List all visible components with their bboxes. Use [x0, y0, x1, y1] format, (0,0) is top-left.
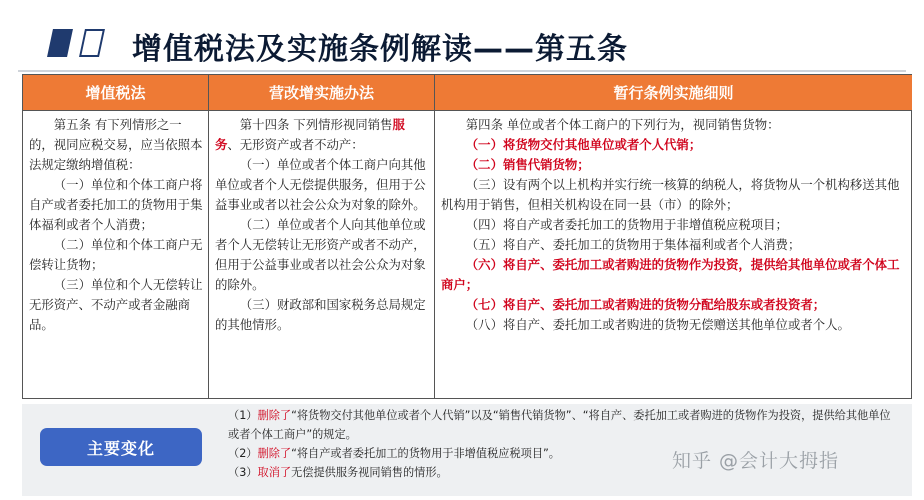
column-detailed-rules	[435, 75, 912, 398]
article-item-highlighted: （一）将货物交付其他单位或者个人代销；	[465, 137, 702, 152]
column-body	[435, 111, 912, 335]
column-reform-measures	[209, 75, 435, 398]
column-header: 暂行条例实施细则	[435, 75, 912, 111]
article-item: （三）财政部和国家税务总局规定的其他情形。	[215, 297, 426, 332]
article-item: （一）单位和个体工商户将自产或者委托加工的货物用于集体福利或者个人消费；	[29, 177, 203, 232]
column-vat-law	[23, 75, 209, 398]
main-changes-badge: 主要变化	[40, 428, 202, 466]
title-bar	[0, 0, 924, 76]
article-item: （二）单位或者个人向其他单位或者个人无偿转让无形资产或者不动产，但用于公益事业或者以社会公众为对象的除外。	[215, 217, 426, 292]
column-body	[23, 111, 208, 335]
article-item-highlighted: （七）将自产、委托加工或者购进的货物分配给股东或者投资者；	[465, 297, 826, 312]
text-span: “将货物交付其他单位或者个人代销”以及“销售代销货物”、“将自产、委托加工或者购进的货物作为投资，提供给其他单位或者个体工商户”的规定。	[228, 409, 891, 441]
article-item: （三）设有两个以上机构并实行统一核算的纳税人，将货物从一个机构移送其他机构用于销售，但相关机构设在同一县（市）的除外；	[441, 177, 900, 212]
column-body	[209, 111, 434, 335]
highlight-span: 删除了	[257, 447, 292, 460]
text-span: 第十四条 下列情形视同销售	[239, 117, 393, 132]
article-item: （二）单位和个体工商户无偿转让货物；	[29, 237, 203, 272]
article-item: （三）单位和个人无偿转让无形资产、不动产或者金融商品。	[29, 277, 203, 332]
article-item: （八）将自产、委托加工或者购进的货物无偿赠送其他单位或者个人。	[465, 317, 850, 332]
article-text: 第四条 单位或者个体工商户的下列行为，视同销售货物：	[465, 117, 780, 132]
highlight-span: 服务	[215, 117, 405, 152]
title-divider	[18, 70, 906, 72]
article-item-highlighted: （二）销售代销货物；	[465, 157, 590, 172]
filled-square-icon	[47, 29, 73, 57]
text-span: 无偿提供服务视同销售的情形。	[291, 466, 448, 479]
article-item: （五）将自产、委托加工的货物用于集体福利或者个人消费；	[465, 237, 801, 252]
highlight-span: 取消了	[257, 466, 292, 479]
article-text: 第五条 有下列情形之一的，视同应税交易，应当依照本法规定缴纳增值税：	[29, 117, 203, 172]
text-span: 、无形资产或者不动产：	[227, 137, 364, 152]
outline-square-icon	[79, 29, 105, 57]
change-item	[228, 406, 898, 444]
text-span: （1）	[228, 409, 258, 422]
text-span: “将自产或者委托加工的货物用于非增值税应税项目”。	[291, 447, 560, 460]
article-item: （四）将自产或者委托加工的货物用于非增值税应税项目；	[465, 217, 788, 232]
text-span: （2）	[228, 447, 258, 460]
highlight-span: 删除了	[257, 409, 292, 422]
column-header: 营改增实施办法	[209, 75, 434, 111]
watermark: 知乎 @会计大拇指	[672, 450, 840, 472]
text-span: （3）	[228, 466, 258, 479]
comparison-table	[22, 74, 912, 399]
article-item-highlighted: （六）将自产、委托加工或者购进的货物作为投资，提供给其他单位或者个体工商户；	[441, 257, 900, 292]
column-header: 增值税法	[23, 75, 208, 111]
article-item: （一）单位或者个体工商户向其他单位或者个人无偿提供服务，但用于公益事业或者以社会公众为对象的除外。	[215, 157, 426, 212]
article-text	[215, 115, 429, 155]
page-title: 增值税法及实施条例解读——第五条	[132, 32, 628, 67]
